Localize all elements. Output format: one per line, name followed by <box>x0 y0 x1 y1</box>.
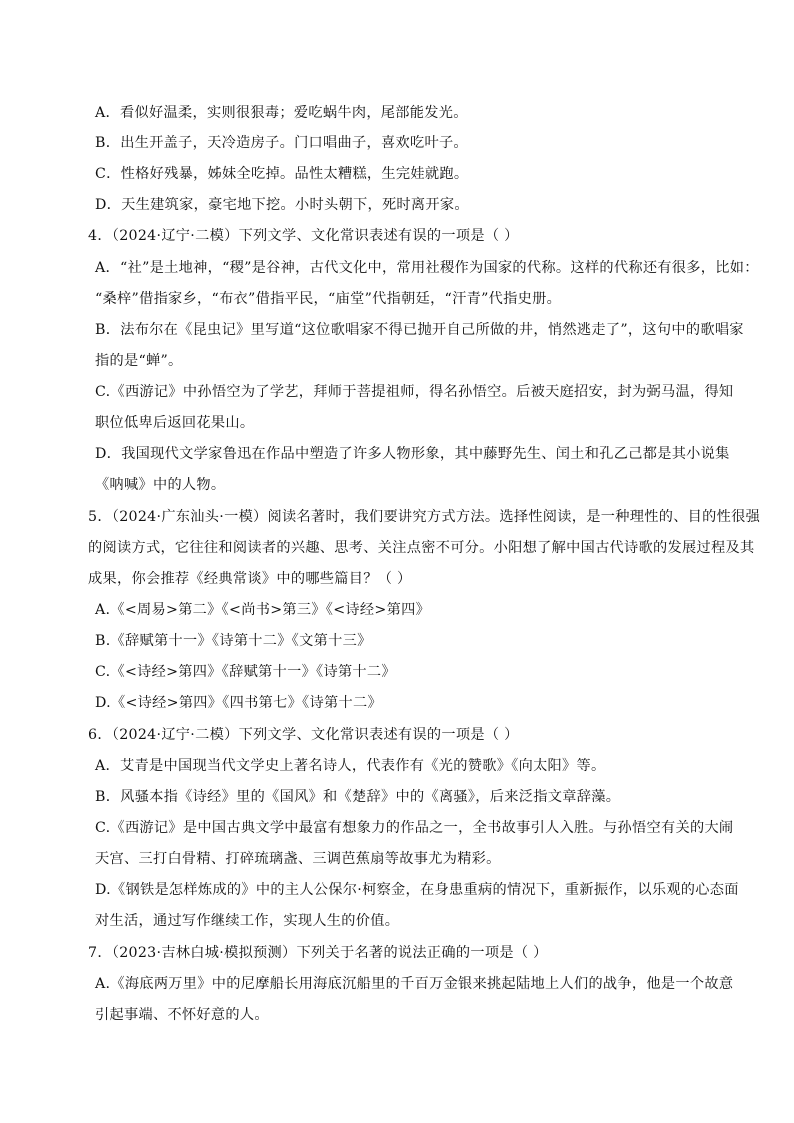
option-c-riddle: C．性格好残暴，姊妹全吃掉。品性太糟糕，生完娃就跑。 <box>95 166 469 182</box>
q4-option-d-cont: 《呐喊》中的人物。 <box>95 477 226 493</box>
question-7-stem: 7．（2023·吉林白城·模拟预测）下列关于名著的说法正确的一项是（ ） <box>88 945 548 961</box>
q7-option-a: A.《海底两万里》中的尼摩船长用海底沉船里的千百万金银来挑起陆地上人们的战争，他是一个故意 <box>95 976 734 992</box>
q4-option-b-cont: 指的是“蝉”。 <box>95 353 183 369</box>
q7-option-a-cont: 引起事端、不怀好意的人。 <box>95 1007 269 1023</box>
question-5-stem-cont1: 的阅读方式，它往往和阅读者的兴趣、思考、关注点密不可分。小阳想了解中国古代诗歌的发展过程及其 <box>88 540 755 556</box>
q6-option-c: C.《西游记》是中国古典文学中最富有想象力的作品之一，全书故事引人入胜。与孙悟空有关的大闹 <box>95 820 734 836</box>
option-b-riddle: B．出生开盖子，天冷造房子。门口唱曲子，喜欢吃叶子。 <box>95 135 468 151</box>
question-6-stem: 6．（2024·辽宁·二模）下列文学、文化常识表述有误的一项是（ ） <box>88 727 519 743</box>
q6-option-d-cont: 对生活，通过写作继续工作，实现人生的价值。 <box>95 913 400 929</box>
q6-option-b: B．风骚本指《诗经》里的《国风》和《楚辞》中的《离骚》，后来泛指文章辞藻。 <box>95 789 621 805</box>
question-5-stem-cont2: 成果，你会推荐《经典常谈》中的哪些篇目？（ ） <box>88 571 412 587</box>
q4-option-d: D．我国现代文学家鲁迅在作品中塑造了许多人物形象，其中藤野先生、闰土和孔乙己都是其小说集 <box>95 446 730 462</box>
option-a-riddle: A．看似好温柔，实则很狠毒；爱吃蜗牛肉，尾部能发光。 <box>95 105 468 121</box>
q4-option-a-cont: “桑梓”借指家乡，“布衣”借指平民，“庙堂”代指朝廷，“汗青”代指史册。 <box>95 291 562 307</box>
question-4-stem: 4．（2024·辽宁·二模）下列文学、文化常识表述有误的一项是（ ） <box>88 228 519 244</box>
q6-option-d: D.《钢铁是怎样炼成的》中的主人公保尔·柯察金，在身患重病的情况下，重新振作，以乐观的心态面 <box>95 882 739 898</box>
q4-option-c: C.《西游记》中孙悟空为了学艺，拜师于菩提祖师，得名孙悟空。后被天庭招安，封为弼马温，得知 <box>95 384 734 400</box>
option-d-riddle: D．天生建筑家，豪宅地下挖。小时头朝下，死时离开家。 <box>95 197 469 213</box>
q6-option-a: A．艾青是中国现当代文学史上著名诗人，代表作有《光的赞歌》《向太阳》等。 <box>95 758 606 774</box>
q5-option-d: D.《<诗经>第四》《四书第七》《诗第十二》 <box>95 695 382 711</box>
q6-option-c-cont: 天宫、三打白骨精、打碎琉璃盏、三调芭蕉扇等故事尤为精彩。 <box>95 851 501 867</box>
q4-option-b: B．法布尔在《昆虫记》里写道“这位歌唱家不得已抛开自己所做的井，悄然逃走了”，这句中的歌唱家 <box>95 322 744 338</box>
q5-option-b: B.《辞赋第十一》《诗第十二》《文第十三》 <box>95 633 372 649</box>
q5-option-a: A.《<周易>第二》《<尚书>第三》《<诗经>第四》 <box>95 602 431 618</box>
question-5-stem: 5．（2024·广东汕头·一模）阅读名著时，我们要讲究方式方法。选择性阅读，是一种理性的、目的性很强 <box>88 509 761 525</box>
q4-option-c-cont: 职位低卑后返回花果山。 <box>95 415 255 431</box>
q5-option-c: C.《<诗经>第四》《辞赋第十一》《诗第十二》 <box>95 664 396 680</box>
q4-option-a: A．“社”是土地神，“稷”是谷神，古代文化中，常用社稷作为国家的代称。这样的代称还有很多，比如： <box>95 260 759 276</box>
